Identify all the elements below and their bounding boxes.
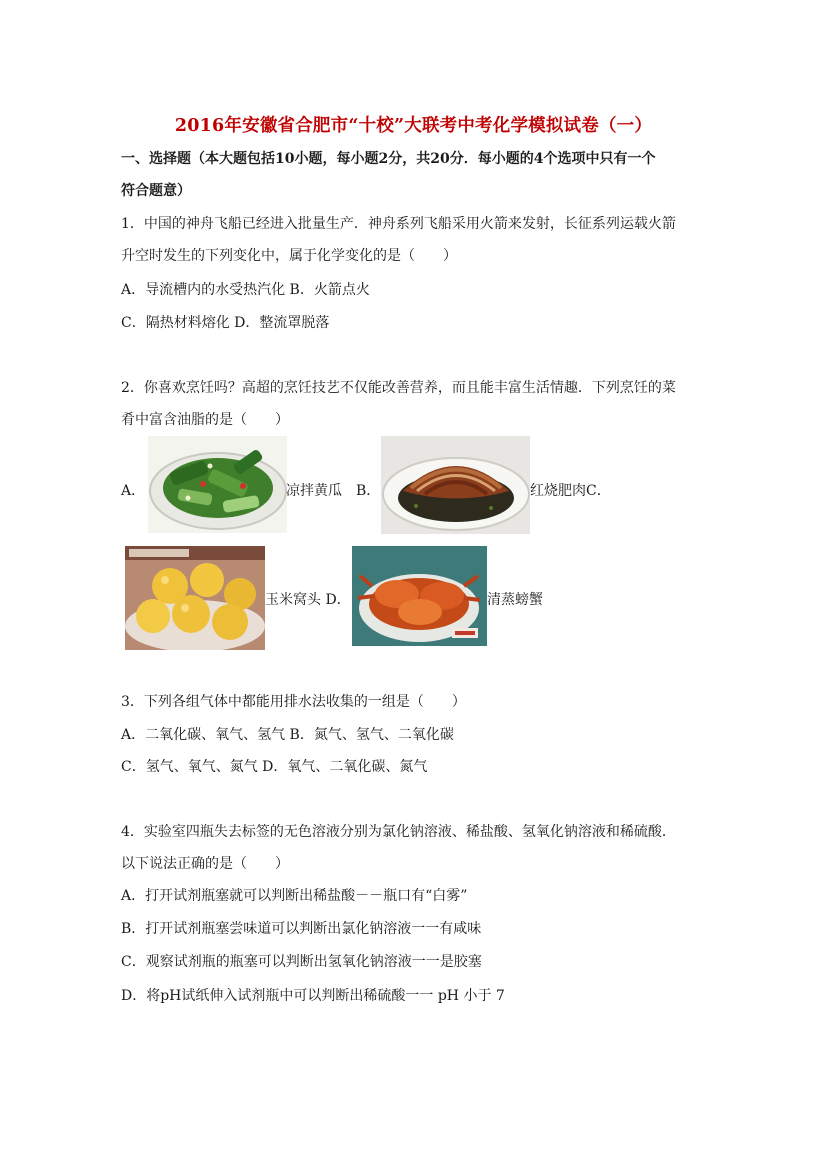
q2-option-b-text: 红烧肥肉C． — [530, 483, 611, 499]
q2-stem-line2: 肴中富含油脂的是（ ） — [121, 412, 289, 428]
q2-option-d-text: 清蒸螃蟹 — [487, 592, 543, 608]
q1-stem-line2: 升空时发生的下列变化中，属于化学变化的是（ ） — [121, 248, 457, 264]
section-heading-line2: 符合题意） — [121, 183, 191, 199]
section-heading-line1: 一、选择题（本大题包括10小题，每小题2分，共20分．每小题的4个选项中只有一个 — [121, 151, 656, 167]
q4-option-a: A．打开试剂瓶塞就可以判断出稀盐酸－－瓶口有“白雾” — [121, 888, 468, 904]
q4-option-d: D．将pH试纸伸入试剂瓶中可以判断出稀硫酸一一 pH 小于 7 — [121, 988, 505, 1004]
q2-option-a-label: A． — [121, 483, 146, 499]
q2-option-c-text: 玉米窝头 D． — [265, 592, 351, 608]
q3-stem: 3．下列各组气体中都能用排水法收集的一组是（ ） — [121, 694, 466, 710]
q4-option-c: C．观察试剂瓶的瓶塞可以判断出氢氧化钠溶液一一是胶塞 — [121, 954, 482, 970]
q2-option-a-text: 凉拌黄瓜 — [286, 483, 342, 499]
exam-title: 2016年安徽省合肥市“十校”大联考中考化学模拟试卷（一） — [174, 116, 653, 136]
q4-stem-line2: 以下说法正确的是（ ） — [121, 856, 289, 872]
q1-options-ab: A．导流槽内的水受热汽化 B．火箭点火 — [121, 282, 370, 298]
q1-options-cd: C．隔热材料熔化 D．整流罩脱落 — [121, 315, 330, 331]
q2-option-b-label: B． — [356, 483, 381, 499]
q3-options-ab: A．二氧化碳、氧气、氢气 B．氮气、氢气、二氧化碳 — [121, 727, 454, 743]
q2-stem-line1: 2．你喜欢烹饪吗？高超的烹饪技艺不仅能改善营养，而且能丰富生活情趣．下列烹饪的菜 — [121, 380, 676, 396]
q4-option-b: B．打开试剂瓶塞尝味道可以判断出氯化钠溶液一一有咸味 — [121, 921, 482, 937]
braised-pork-image — [381, 436, 530, 534]
steamed-crab-image — [352, 546, 487, 646]
corn-bun-image — [125, 546, 265, 650]
cucumber-salad-image — [148, 436, 287, 533]
q3-options-cd: C．氢气、氧气、氮气 D．氧气、二氧化碳、氮气 — [121, 759, 428, 775]
q4-stem-line1: 4．实验室四瓶失去标签的无色溶液分别为氯化钠溶液、稀盐酸、氢氧化钠溶液和稀硫酸． — [121, 824, 676, 840]
q1-stem-line1: 1．中国的神舟飞船已经进入批量生产．神舟系列飞船采用火箭来发射，长征系列运载火箭 — [121, 216, 676, 232]
